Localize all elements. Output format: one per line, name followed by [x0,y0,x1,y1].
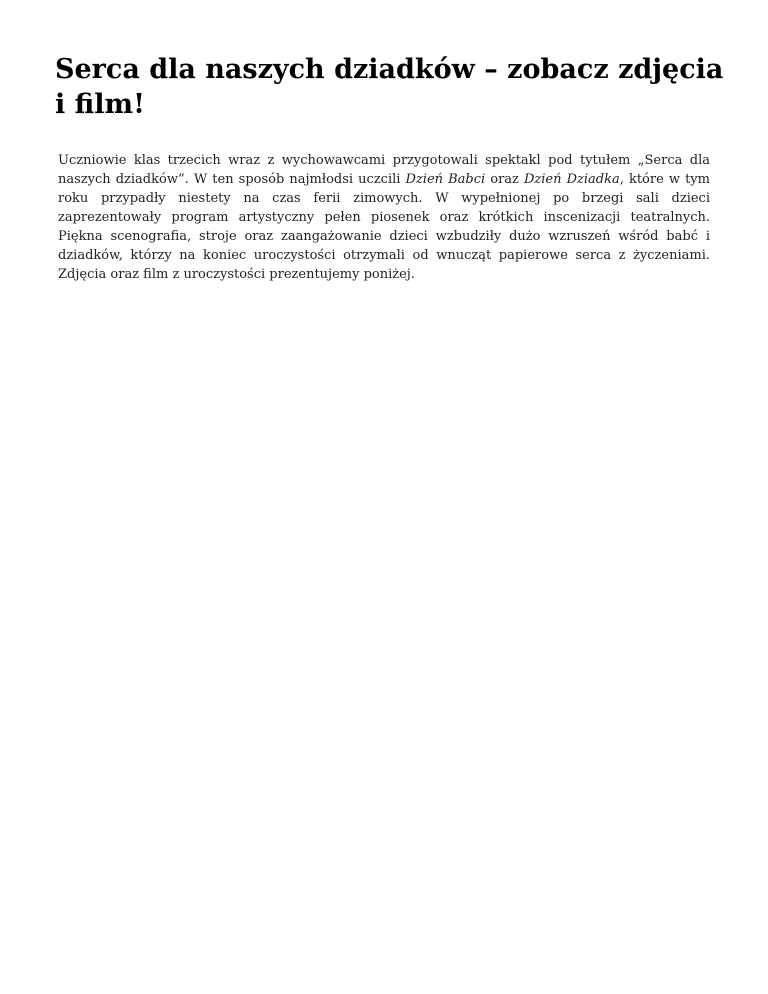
italic-dzien-babci: Dzień Babci [405,172,486,187]
paragraph-text: oraz [485,172,524,187]
paragraph-text: , które w tym roku przypadły niestety na czas ferii zimowych. W wypełnionej po brzegi sali dzieci zaprezentowały program artystyczny pełen piosenek oraz krótkich inscenizacji teatralnych. Piękna scenografia, stroje oraz zaangażowanie dzieci wzbudziły dużo wzruszeń wśród babć i dziadków, którzy na koniec uroczystości otrzymali od wnucząt papierowe serca z życzeniami. Zdjęcia oraz film z uroczystości prezentujemy poniżej. [58,172,710,282]
italic-dzien-dziadka: Dzień Dziadka [524,172,620,187]
paragraph-text: Uczniowie klas trzecich wraz z wychowawcami przygotowali spektakl pod tytułem „Serca dla naszych dziadków”. W ten sposób najmłodsi uczcili [58,153,710,187]
article-paragraph [58,151,710,284]
article-title: Serca dla naszych dziadków – zobacz zdjęcia i film! [55,54,724,120]
